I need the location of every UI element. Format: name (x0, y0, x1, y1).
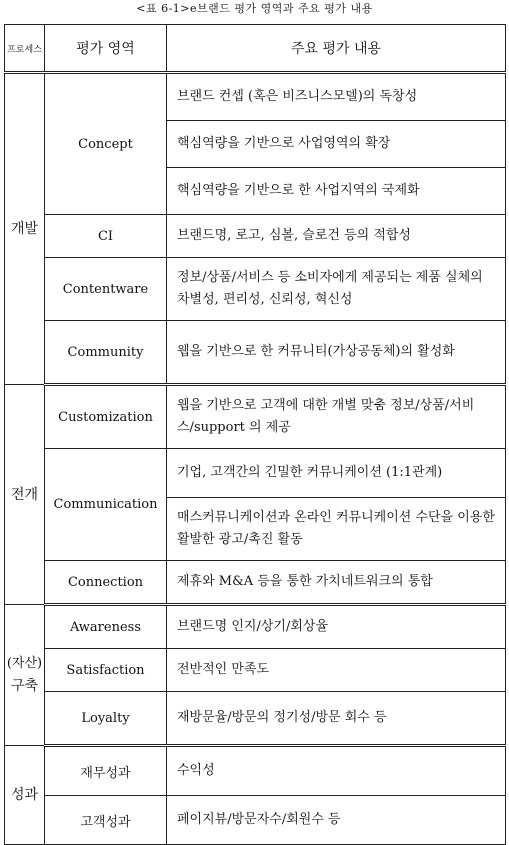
process-cell-asset-building (5, 605, 45, 746)
content-cell: 웹을 기반으로 한 커뮤니티(가상공동체)의 활성화 (167, 321, 506, 385)
header-row (5, 25, 506, 73)
content-cell: 웹을 기반으로 고객에 대한 개별 맞춤 정보/상품/서비스/support 의 제공 (167, 385, 506, 449)
content-cell: 기업, 고객간의 긴밀한 커뮤니케이션 (1:1관계) (167, 449, 506, 498)
area-cell-awareness: Awareness (45, 605, 167, 649)
process-label-line2: 구축 (10, 678, 39, 694)
table-row (5, 605, 506, 649)
content-cell: 매스커뮤니케이션과 온라인 커뮤니케이션 수단을 이용한 활발한 광고/촉진 활동 (167, 498, 506, 561)
table-row (5, 385, 506, 449)
content-cell: 브랜드명 인지/상기/회상율 (167, 605, 506, 649)
table-row (5, 746, 506, 796)
evaluation-table (4, 24, 506, 845)
content-cell: 핵심역량을 기반으로 사업영역의 확장 (167, 121, 506, 168)
content-cell: 브랜드명, 로고, 심볼, 슬로건 등의 적합성 (167, 215, 506, 258)
content-cell: 핵심역량을 기반으로 한 사업지역의 국제화 (167, 168, 506, 215)
process-cell-performance: 성과 (5, 746, 45, 845)
content-cell: 재방문율/방문의 정기성/방문 회수 등 (167, 692, 506, 746)
content-cell: 브랜드 컨셉 (혹은 비즈니스모델)의 독창성 (167, 73, 506, 121)
process-cell-development: 개발 (5, 73, 45, 385)
header-content: 주요 평가 내용 (167, 25, 506, 73)
table-row (5, 449, 506, 498)
area-cell-concept: Concept (45, 73, 167, 215)
area-cell-communication: Communication (45, 449, 167, 561)
area-cell-community: Community (45, 321, 167, 385)
process-cell-expansion: 전개 (5, 385, 45, 605)
table-row (5, 561, 506, 605)
table-row (5, 649, 506, 692)
table-row (5, 321, 506, 385)
area-cell-satisfaction: Satisfaction (45, 649, 167, 692)
area-cell-loyalty: Loyalty (45, 692, 167, 746)
header-process: 프로세스 (5, 25, 45, 73)
content-cell: 제휴와 M&A 등을 통한 가치네트워크의 통합 (167, 561, 506, 605)
table-row (5, 692, 506, 746)
area-cell-ci: CI (45, 215, 167, 258)
content-cell: 수익성 (167, 746, 506, 796)
process-label-line1: (자산) (6, 656, 43, 671)
table-row (5, 215, 506, 258)
area-cell-financial: 재무성과 (45, 746, 167, 796)
table-row (5, 73, 506, 121)
content-cell: 전반적인 만족도 (167, 649, 506, 692)
area-cell-connection: Connection (45, 561, 167, 605)
content-cell: 정보/상품/서비스 등 소비자에게 제공되는 제품 실체의 차별성, 편리성, 신뢰성, 혁신성 (167, 258, 506, 321)
header-area: 평가 영역 (45, 25, 167, 73)
table-caption: <표 6-1>e브랜드 평가 영역과 주요 평가 내용 (136, 2, 373, 15)
content-cell: 페이지뷰/방문자수/회원수 등 (167, 796, 506, 845)
area-cell-customer: 고객성과 (45, 796, 167, 845)
area-cell-customization: Customization (45, 385, 167, 449)
area-cell-contentware: Contentware (45, 258, 167, 321)
table-row (5, 258, 506, 321)
